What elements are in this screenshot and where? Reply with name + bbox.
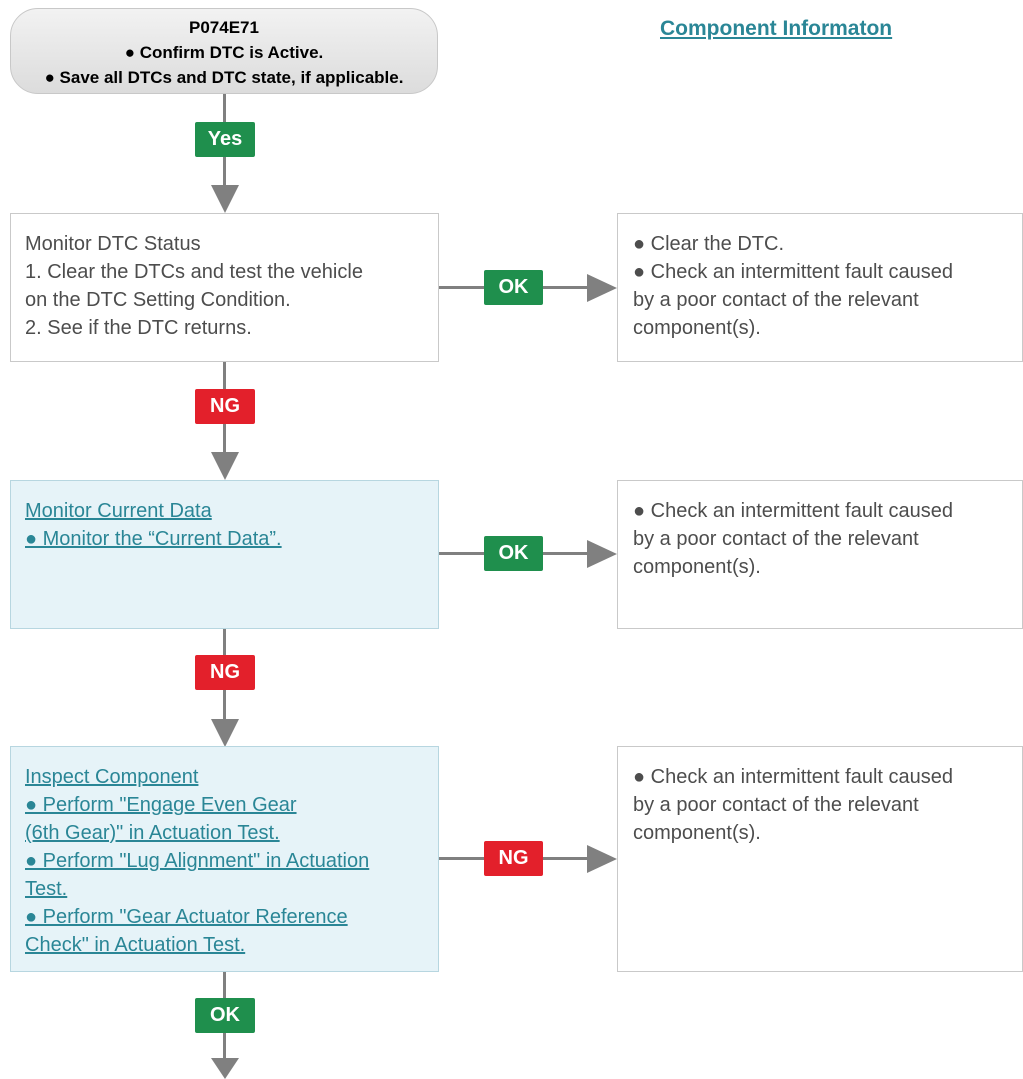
- step3-line-link[interactable]: Check" in Actuation Test.: [25, 934, 246, 956]
- arrow-right-icon: [587, 845, 617, 873]
- result3-line: component(s).: [633, 822, 761, 844]
- step1-line: 2. See if the DTC returns.: [25, 317, 252, 339]
- yes-badge: Yes: [195, 122, 255, 157]
- step2-title-link[interactable]: Monitor Current Data: [25, 500, 212, 522]
- step1-line: 1. Clear the DTCs and test the vehicle: [25, 261, 363, 283]
- step2-line-link[interactable]: ● Monitor the “Current Data”.: [25, 528, 282, 550]
- ok-badge: OK: [195, 998, 255, 1033]
- ng-badge: NG: [195, 389, 255, 424]
- result1-line: ● Check an intermittent fault caused: [633, 261, 954, 283]
- result1-line: by a poor contact of the relevant: [633, 289, 919, 311]
- result2-line: component(s).: [633, 556, 761, 578]
- arrow-right-icon: [587, 540, 617, 568]
- result2-line: by a poor contact of the relevant: [633, 528, 919, 550]
- start-instruction-confirm: ● Confirm DTC is Active.: [124, 43, 324, 62]
- step3-line-link[interactable]: ● Perform "Lug Alignment" in Actuation: [25, 850, 370, 872]
- ng-badge: NG: [195, 655, 255, 690]
- step3-line-link[interactable]: ● Perform "Engage Even Gear: [25, 794, 297, 816]
- result-clear-dtc: [617, 213, 1023, 362]
- ng-badge: NG: [484, 841, 543, 876]
- start-instruction-save: ● Save all DTCs and DTC state, if applicable.: [44, 68, 404, 87]
- ok-badge: OK: [484, 270, 543, 305]
- step-inspect-component[interactable]: [10, 746, 439, 972]
- step3-line-link[interactable]: ● Perform "Gear Actuator Reference: [25, 906, 348, 928]
- dtc-code: P074E71: [189, 18, 259, 37]
- step1-title: Monitor DTC Status: [25, 233, 201, 255]
- step1-line: on the DTC Setting Condition.: [25, 289, 291, 311]
- arrow-down-icon: [211, 185, 239, 213]
- result2-line: ● Check an intermittent fault caused: [633, 500, 954, 522]
- result1-line: component(s).: [633, 317, 761, 339]
- result-intermittent-fault: [617, 746, 1023, 972]
- step3-line-link[interactable]: (6th Gear)" in Actuation Test.: [25, 822, 280, 844]
- step3-line-link[interactable]: Test.: [25, 878, 68, 900]
- component-information-link[interactable]: Component Informaton: [660, 17, 893, 40]
- ok-badge: OK: [484, 536, 543, 571]
- step3-title-link[interactable]: Inspect Component: [25, 766, 199, 788]
- arrow-right-icon: [587, 274, 617, 302]
- step-monitor-dtc-status: [10, 213, 439, 362]
- result-intermittent-fault: [617, 480, 1023, 629]
- arrow-down-icon: [211, 452, 239, 480]
- step-monitor-current-data[interactable]: [10, 480, 439, 629]
- result1-line: ● Clear the DTC.: [633, 233, 785, 255]
- arrow-down-icon: [211, 1058, 239, 1079]
- result3-line: ● Check an intermittent fault caused: [633, 766, 954, 788]
- arrow-down-icon: [211, 719, 239, 747]
- start-node: [10, 8, 438, 94]
- result3-line: by a poor contact of the relevant: [633, 794, 919, 816]
